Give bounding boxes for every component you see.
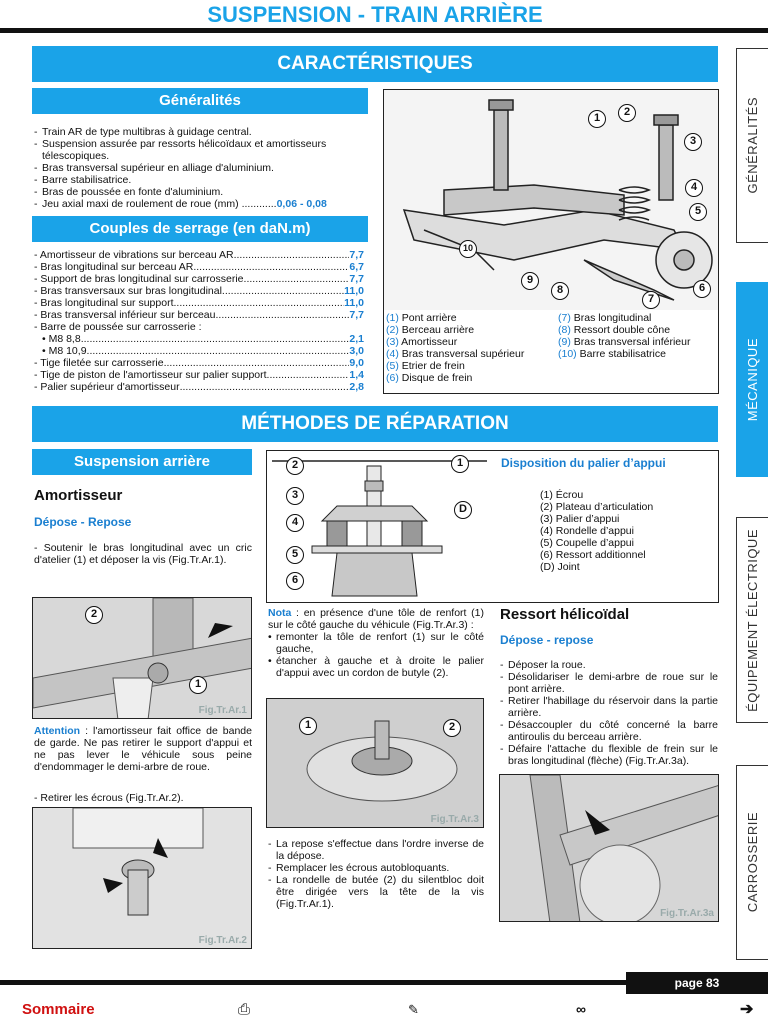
legend-entry: (2) Berceau arrière: [386, 324, 475, 336]
nota-text: Nota : en présence d'une tôle de renfort (1) sur le côté gauche du véhicule (Fig.Tr.Ar.3) :: [268, 607, 484, 631]
callout-2: 2: [85, 606, 103, 624]
table-row: - Tige de piston de l'amortisseur sur palier support ..... 1,4: [34, 369, 364, 381]
binoculars-icon[interactable]: ∞: [576, 1001, 586, 1017]
legend-entry: (10) Barre stabilisatrice: [558, 348, 666, 360]
fig2-drawing: [33, 808, 252, 949]
nota-block: [268, 607, 484, 679]
legend-entry: (3) Palier d’appui: [540, 513, 620, 525]
figure-tr-ar-3a: [499, 774, 719, 922]
torque-list: [34, 249, 364, 393]
suspension-diagram-box: [383, 89, 719, 394]
legend-entry: (8) Ressort double cône: [558, 324, 671, 336]
list-item: - Retirer l'habillage du réservoir dans la partie arrière.: [500, 695, 718, 719]
legend-left: [386, 312, 561, 384]
legend-entry: (5) Coupelle d’appui: [540, 537, 634, 549]
ressort-steps: [500, 659, 718, 767]
legend-right: [558, 312, 718, 360]
generalities-list: [34, 126, 370, 210]
legend-entry: (D) Joint: [540, 561, 580, 573]
page-number-box: [626, 972, 768, 994]
amortisseur-title: Amortisseur: [34, 487, 123, 504]
callout-1: 1: [451, 455, 469, 473]
section-methods: MÉTHODES DE RÉPARATION: [32, 406, 718, 442]
legend-entry: (1) Pont arrière: [386, 312, 457, 324]
table-row: - Bras transversaux sur bras longitudinal ..... 11,0: [34, 285, 364, 297]
figure-label: Fig.Tr.Ar.1: [198, 705, 247, 716]
amortisseur-step2: - Retirer les écrous (Fig.Tr.Ar.2).: [34, 792, 184, 804]
figure-label: Fig.Tr.Ar.2: [198, 935, 247, 946]
callout-5: 5: [689, 203, 707, 221]
callout-3: 3: [684, 133, 702, 151]
callout-1: 1: [588, 110, 606, 128]
list-item: • remonter la tôle de renfort (1) sur le côté gauche,: [268, 631, 484, 655]
list-item: - Remplacer les écrous autobloquants.: [268, 862, 484, 874]
table-row: - Bras longitudinal sur berceau AR ..... 6,7: [34, 261, 364, 273]
callout-2: 2: [443, 719, 461, 737]
ressort-title: Ressort hélicoïdal: [500, 606, 630, 623]
table-row: - Bras longitudinal sur support ..... 11,0: [34, 297, 364, 309]
table-row: - Amortisseur de vibrations sur berceau AR ..... 7,7: [34, 249, 364, 261]
table-row: - Palier supérieur d'amortisseur ..... 2,8: [34, 381, 364, 393]
section-rear-suspension: Suspension arrière: [32, 449, 252, 475]
header-rule: [0, 28, 768, 33]
ressort-subtitle: Dépose - repose: [500, 633, 594, 647]
figure-label: Fig.Tr.Ar.3a: [660, 908, 714, 919]
legend-entry: (9) Bras transversal inférieur: [558, 336, 691, 348]
list-item: - Train AR de type multibras à guidage central.: [34, 126, 370, 138]
tab-equipement-electrique[interactable]: ÉQUIPEMENT ÉLECTRIQUE: [736, 517, 768, 723]
palier-legend: [540, 489, 653, 573]
section-torques: Couples de serrage (en daN.m): [32, 216, 368, 242]
callout-7: 7: [642, 291, 660, 309]
table-row: • M8 8,8 ..... 2,1: [34, 333, 364, 345]
palier-diagram-box: [266, 450, 719, 603]
table-row: - Support de bras longitudinal sur carrosserie ..... 7,7: [34, 273, 364, 285]
callout-10: 10: [459, 240, 477, 258]
palier-title: Disposition du palier d’appui: [501, 456, 666, 470]
callout-9: 9: [521, 272, 539, 290]
list-item: - Désaccoupler du côté concerné la barre antiroulis du berceau arrière.: [500, 719, 718, 743]
legend-entry: (3) Amortisseur: [386, 336, 458, 348]
legend-entry: (7) Bras longitudinal: [558, 312, 652, 324]
callout-6: 6: [693, 280, 711, 298]
callout-2: 2: [618, 104, 636, 122]
section-generalities: Généralités: [32, 88, 368, 114]
list-item: - Bras transversal supérieur en alliage d'aluminium.: [34, 162, 370, 174]
legend-entry: (6) Disque de frein: [386, 372, 473, 384]
list-item: - Bras de poussée en fonte d'aluminium.: [34, 186, 370, 198]
list-item: - Barre stabilisatrice.: [34, 174, 370, 186]
callout-5: 5: [286, 546, 304, 564]
list-item: - Déposer la roue.: [500, 659, 718, 671]
amortisseur-subtitle: Dépose - Repose: [34, 515, 132, 529]
callout-2: 2: [286, 457, 304, 475]
amortisseur-step1: - Soutenir le bras longitudinal avec un cric d'atelier (1) et déposer la vis (Fig.Tr.Ar.1).: [34, 542, 252, 566]
callout-d: D: [454, 501, 472, 519]
figure-tr-ar-3: [266, 698, 484, 828]
edit-icon[interactable]: ✎: [408, 1002, 419, 1017]
legend-entry: (2) Plateau d’articulation: [540, 501, 654, 513]
list-item: • étancher à gauche et à droite le palier d'appui avec un cordon de butyle (2).: [268, 655, 484, 679]
list-item: - Jeu axial maxi de roulement de roue (mm) ............0,06 - 0,08: [34, 198, 370, 210]
next-arrow-icon[interactable]: ➔: [740, 1001, 754, 1018]
attention-note: Attention : l'amortisseur fait office de bande de garde. Ne pas retirer le support d'appui et ne pas lever le véhicule sous peine d'endommager le demi-arbre de roue.: [34, 725, 252, 773]
table-row: - Tige filetée sur carrosserie ..... 9,0: [34, 357, 364, 369]
callout-4: 4: [286, 514, 304, 532]
figure-label: Fig.Tr.Ar.3: [430, 814, 479, 825]
callout-1: 1: [189, 676, 207, 694]
legend-entry: (4) Rondelle d’appui: [540, 525, 634, 537]
table-row: - Barre de poussée sur carrosserie :: [34, 321, 202, 333]
rear-axle-diagram: [384, 90, 718, 310]
callout-8: 8: [551, 282, 569, 300]
repose-list: [268, 838, 484, 910]
tab-generalites[interactable]: GÉNÉRALITÉS: [736, 48, 768, 243]
tab-mecanique[interactable]: MÉCANIQUE: [736, 282, 768, 477]
legend-entry: (4) Bras transversal supérieur: [386, 348, 525, 360]
fig3a-drawing: [500, 775, 719, 922]
legend-entry: (6) Ressort additionnel: [540, 549, 646, 561]
list-item: - La repose s'effectue dans l'ordre inverse de la dépose.: [268, 838, 484, 862]
list-item: - Désolidariser le demi-arbre de roue sur le pont arrière.: [500, 671, 718, 695]
page-title: SUSPENSION - TRAIN ARRIÈRE: [207, 2, 543, 27]
table-row: • M8 10,9 ..... 3,0: [34, 345, 364, 357]
callout-6: 6: [286, 572, 304, 590]
list-item: - Suspension assurée par ressorts hélicoïdaux et amortisseurs télescopiques.: [34, 138, 370, 162]
legend-entry: (5) Etrier de frein: [386, 360, 465, 372]
section-characteristics: CARACTÉRISTIQUES: [32, 46, 718, 82]
figure-tr-ar-2: [32, 807, 252, 949]
list-item: - La rondelle de butée (2) du silentbloc doit être dirigée vers la tête de la vis (Fig.Tr.Ar.1).: [268, 874, 484, 910]
fig1-drawing: [33, 598, 252, 719]
callout-1: 1: [299, 717, 317, 735]
figure-tr-ar-1: [32, 597, 252, 719]
sommaire-link[interactable]: Sommaire: [22, 1001, 95, 1018]
callout-4: 4: [685, 179, 703, 197]
callout-3: 3: [286, 487, 304, 505]
legend-entry: (1) Écrou: [540, 489, 584, 501]
print-icon[interactable]: ⎙: [238, 1001, 251, 1018]
tab-carrosserie[interactable]: CARROSSERIE: [736, 765, 768, 960]
page-number: page 83: [674, 976, 720, 990]
list-item: - Défaire l'attache du flexible de frein sur le bras longitudinal (flèche) (Fig.Tr.Ar.3a).: [500, 743, 718, 767]
table-row: - Bras transversal inférieur sur berceau ..... 7,7: [34, 309, 364, 321]
